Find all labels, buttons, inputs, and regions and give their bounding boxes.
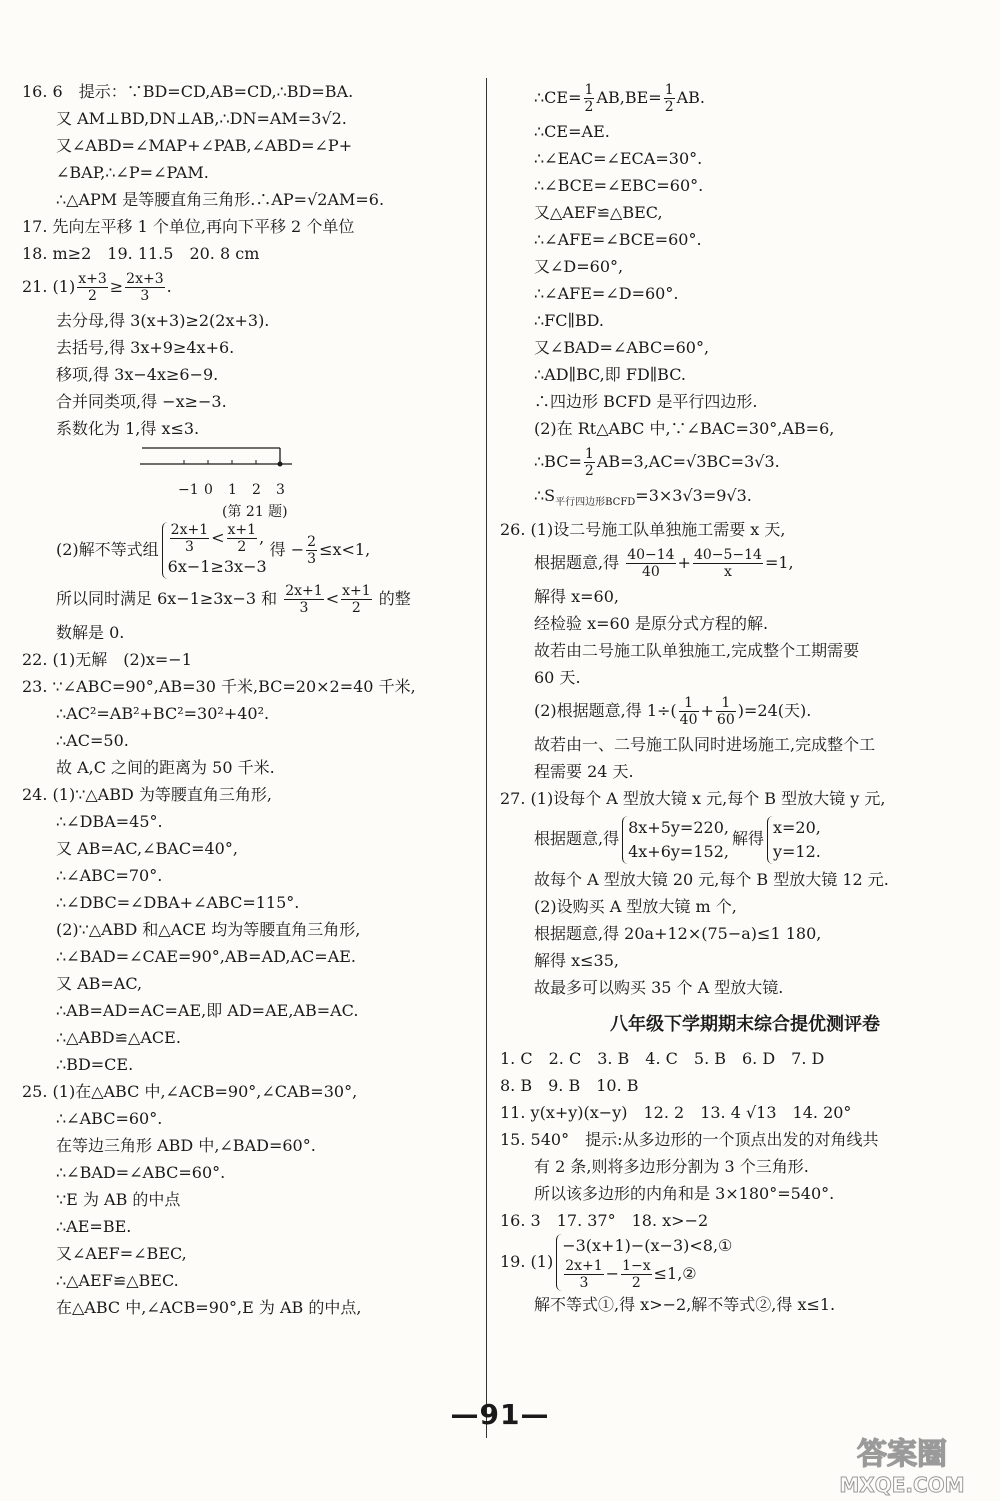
number-line-ticks (32, 482, 474, 502)
answer-line: 去分母,得 3(x+3)≥2(2x+3). (56, 311, 270, 330)
answer-line: ∴BC= $\frac{1}{2}$ AB=3,AC=√3BC=3√3. (534, 446, 780, 479)
answer-line: ∴BD=CE. (56, 1055, 134, 1074)
answer-line: 根据题意,得 8x+5y=220, 4x+6y=152, 解得 x=20, y=12. (500, 812, 970, 866)
answer-line: ∠BAP,∴∠P=∠PAM. (56, 163, 209, 182)
answer-line: (2)∵△ABD 和△ACE 均为等腰直角三角形, (56, 920, 361, 939)
answer-line: ∴∠AFE=∠D=60°. (534, 284, 679, 303)
watermark-logo (812, 1430, 992, 1498)
answer-line: 解不等式①,得 x>−2,解不等式②,得 x≤1. (534, 1295, 836, 1315)
answer-line: ∴四边形 BCFD 是平行四边形. (534, 392, 758, 411)
answer-line: ∴∠DBC=∠DBA+∠ABC=115°. (56, 893, 300, 912)
right-column (500, 78, 970, 1318)
number-line (32, 442, 474, 482)
answer-line: ∴AB=AD=AC=AE,即 AD=AE,AB=AC. (56, 1001, 359, 1020)
answer-line: 19. (1) −3(x+1)−(x−3)<8,① $\frac{2x+1}{3}$ − $\frac{1-x}{2}$ ≤1,② (500, 1236, 733, 1292)
tick-label: −1 (178, 482, 199, 498)
answer-line: 又∠D=60°, (534, 257, 624, 276)
answer-line: 系数化为 1,得 x≤3. (56, 419, 200, 438)
answer-line: ∴∠ABC=70°. (56, 866, 163, 885)
answer-line: (2)设购买 A 型放大镜 m 个, (534, 897, 737, 917)
answer-line: 故 A,C 之间的距离为 50 千米. (56, 758, 275, 777)
answer-line: 故每个 A 型放大镜 20 元,每个 B 型放大镜 12 元. (534, 870, 889, 890)
answer-line: 根据题意,得 $\frac{40-14}{40}$ + $\frac{40-5-14}{x}$ =1, (534, 547, 794, 581)
answer-line: ∴∠EAC=∠ECA=30°. (534, 149, 703, 168)
answer-line: 27. (1)设每个 A 型放大镜 x 元,每个 B 型放大镜 y 元, (500, 789, 886, 809)
answer-line: 25. (1)在△ABC 中,∠ACB=90°,∠CAB=30°, (22, 1082, 358, 1101)
answer-line: 24. (1)∵△ABD 为等腰直角三角形, (22, 785, 272, 804)
answer-line: 15. 540° 提示:从多边形的一个顶点出发的对角线共 (500, 1130, 879, 1150)
answer-line: 又 AB=AC, (56, 974, 143, 993)
answer-line: 60 天. (534, 668, 581, 688)
answer-line: 数解是 0. (56, 623, 125, 642)
answer-line: 经检验 x=60 是原分式方程的解. (534, 614, 769, 634)
answer-line: ∴△AEF≌△BEC. (56, 1271, 179, 1290)
svg-text:答案圈: 答案圈 (857, 1437, 947, 1472)
answer-line: 又 AM⊥BD,DN⊥AB,∴DN=AM=3√2. (56, 109, 347, 128)
answer-line: 程需要 24 天. (534, 762, 634, 782)
answer-line: 26. (1)设二号施工队单独施工需要 x 天, (500, 520, 786, 540)
tick-label: 1 (228, 482, 237, 498)
answer-line: ∴∠ABC=60°. (56, 1109, 163, 1128)
column-divider (486, 78, 487, 1438)
answer-line: 17. 先向左平移 1 个单位,再向下平移 2 个单位 (22, 217, 355, 236)
answer-line: 故最多可以购买 35 个 A 型放大镜. (534, 978, 784, 998)
inequality-system: $\frac{2x+1}{3}$ < $\frac{x+1}{2}$ , 6x−1≥3x−3 (162, 522, 267, 579)
answer-line: 在△ABC 中,∠ACB=90°,E 为 AB 的中点, (56, 1298, 362, 1317)
fraction: $\frac{x+3}{2}$ (78, 271, 107, 304)
answer-line: 解得 x≤35, (534, 951, 619, 971)
answer-line: 在等边三角形 ABD 中,∠BAD=60°. (56, 1136, 316, 1155)
answer-line: 18. m≥2 19. 11.5 20. 8 cm (22, 244, 260, 263)
answer-line: 1. C 2. C 3. B 4. C 5. B 6. D 7. D (500, 1049, 825, 1069)
answer-line: 23. ∵∠ABC=90°,AB=30 千米,BC=20×2=40 千米, (22, 677, 416, 696)
answer-line: 有 2 条,则将多边形分割为 3 个三角形. (534, 1157, 809, 1177)
answer-line: 故若由一、二号施工队同时进场施工,完成整个工 (534, 735, 876, 755)
tick-label: 3 (276, 482, 285, 498)
page-number: —91— (450, 1398, 550, 1431)
answer-line: 移项,得 3x−4x≥6−9. (56, 365, 219, 384)
answer-line: 故若由二号施工队单独施工,完成整个工期需要 (534, 641, 860, 661)
answer-line: 又∠ABD=∠MAP+∠PAB,∠ABD=∠P+ (56, 136, 353, 155)
answer-line: 又△AEF≌△BEC, (534, 203, 663, 222)
answer-line: ∴∠DBA=45°. (56, 812, 163, 831)
answer-line: ∴△APM 是等腰直角三角形.∴AP=√2AM=6. (56, 190, 385, 209)
answer-line: ∴AC=50. (56, 731, 129, 750)
answer-line: (2)根据题意,得 1÷( $\frac{1}{40}$ + $\frac{1}{60}$ )=24(天). (534, 695, 812, 729)
q21-inequality: 21. (1) $\frac{x+3}{2}$ ≥ $\frac{2x+3}{3}$ . (22, 271, 172, 304)
answer-line: 所以同时满足 6x−1≥3x−3 和 $\frac{2x+1}{3}$ < $\frac{x+1}{2}$ 的整 (56, 583, 411, 616)
answer-line: 去括号,得 3x+9≥4x+6. (56, 338, 235, 357)
fraction: $\frac{2x+3}{3}$ (126, 271, 164, 304)
answer-line: 所以该多边形的内角和是 3×180°=540°. (534, 1184, 835, 1204)
answer-line: ∴∠AFE=∠BCE=60°. (534, 230, 702, 249)
answer-line: 11. y(x+y)(x−y) 12. 2 13. 4 √13 14. 20° (500, 1103, 852, 1123)
svg-text:MXQE.COM: MXQE.COM (839, 1473, 965, 1497)
q21-system: (2)解不等式组 $\frac{2x+1}{3}$ < $\frac{x+1}{2}$ , 6x−1≥3x−3 得 − $\frac{2}{3}$ ≤x<1, (22, 522, 474, 579)
left-column (22, 78, 474, 1321)
answer-line: 根据题意,得 20a+12×(75−a)≤1 180, (534, 924, 822, 944)
answer-line: ∵E 为 AB 的中点 (56, 1190, 181, 1209)
answer-line: ∴∠BCE=∠EBC=60°. (534, 176, 704, 195)
figure-caption: (第 21 题) (222, 504, 288, 520)
answer-line: 16. 3 17. 37° 18. x>−2 (500, 1211, 709, 1231)
answer-line: ∴∠BAD=∠ABC=60°. (56, 1163, 226, 1182)
answer-line: 8. B 9. B 10. B (500, 1076, 639, 1096)
answer-line: 又∠BAD=∠ABC=60°, (534, 338, 710, 357)
tick-label: 0 (204, 482, 213, 498)
tick-label: 2 (252, 482, 261, 498)
answer-line: ∴CE= $\frac{1}{2}$ AB,BE= $\frac{1}{2}$ AB. (534, 82, 706, 115)
answer-line: 合并同类项,得 −x≥−3. (56, 392, 227, 411)
answer-line: ∴△ABD≌△ACE. (56, 1028, 181, 1047)
answer-line: ∴AC²=AB²+BC²=30²+40². (56, 704, 270, 723)
answer-line: ∴AD∥BC,即 FD∥BC. (534, 365, 686, 384)
answer-line: $\therefore S_{平行四边形BCFD}=3\times 3√3=9√3$. (534, 486, 752, 509)
answer-line: 又 AB=AC,∠BAC=40°, (56, 839, 238, 858)
number-line-graphic (32, 442, 292, 482)
q21-number: 21. (1) (22, 277, 76, 296)
section-title: 八年级下学期期末综合提优测评卷 (610, 1014, 880, 1036)
answer-line: ∴AE=BE. (56, 1217, 132, 1236)
answer-line: ∴FC∥BD. (534, 311, 605, 330)
answer-line: ∴CE=AE. (534, 122, 610, 141)
answer-line: 22. (1)无解 (2)x=−1 (22, 650, 192, 669)
answer-line: ∴∠BAD=∠CAE=90°,AB=AD,AC=AE. (56, 947, 357, 966)
answer-line: (2)在 Rt△ABC 中,∵∠BAC=30°,AB=6, (534, 419, 835, 438)
answer-line: 16. 6 提示：∵BD=CD,AB=CD,∴BD=BA. (22, 82, 354, 101)
answer-line: 解得 x=60, (534, 587, 619, 607)
answer-line: 又∠AEF=∠BEC, (56, 1244, 187, 1263)
